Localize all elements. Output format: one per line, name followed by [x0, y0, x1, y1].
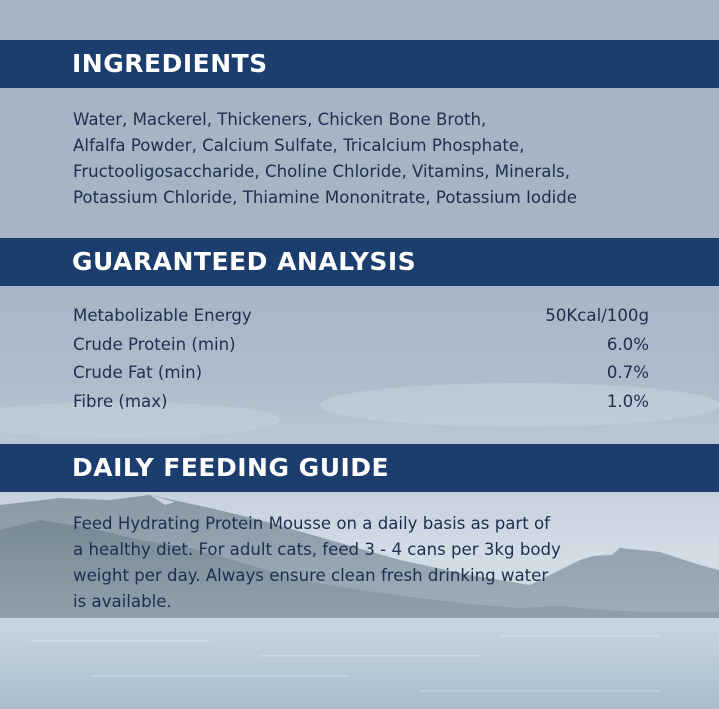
ingredients-line: Alfalfa Powder, Calcium Sulfate, Tricalcium Phosphate, — [73, 136, 525, 155]
ingredients-heading: INGREDIENTS — [72, 49, 268, 78]
feeding-line: weight per day. Always ensure clean fresh drinking water — [73, 566, 549, 585]
analysis-table — [73, 302, 649, 416]
analysis-value: 50Kcal/100g — [545, 306, 649, 325]
ingredients-line: Fructooligosaccharide, Choline Chloride, Vitamins, Minerals, — [73, 162, 570, 181]
feeding-text — [73, 511, 673, 615]
feeding-line: Feed Hydrating Protein Mousse on a daily basis as part of — [73, 514, 550, 533]
analysis-row — [73, 359, 649, 388]
analysis-label: Fibre (max) — [73, 391, 168, 411]
analysis-value: 6.0% — [606, 334, 649, 354]
feeding-line: a healthy diet. For adult cats, feed 3 - 4 cans per 3kg body — [73, 540, 561, 559]
analysis-row — [73, 388, 649, 417]
analysis-value: 0.7% — [606, 363, 649, 382]
feeding-header-band — [0, 444, 719, 492]
analysis-value: 1.0% — [606, 391, 649, 411]
analysis-label: Metabolizable Energy — [73, 306, 252, 325]
analysis-row — [73, 331, 649, 360]
feeding-heading: DAILY FEEDING GUIDE — [72, 453, 390, 482]
lake-water — [0, 618, 719, 709]
analysis-label: Crude Fat (min) — [73, 363, 203, 382]
analysis-label: Crude Protein (min) — [73, 334, 236, 354]
ingredients-line: Potassium Chloride, Thiamine Mononitrate, Potassium Iodide — [73, 188, 577, 207]
analysis-heading: GUARANTEED ANALYSIS — [72, 247, 417, 276]
ingredients-line: Water, Mackerel, Thickeners, Chicken Bone Broth, — [73, 110, 487, 129]
feeding-line: is available. — [73, 592, 172, 611]
analysis-header-band — [0, 238, 719, 286]
ingredients-header-band — [0, 40, 719, 88]
analysis-row — [73, 302, 649, 331]
ingredients-text — [73, 107, 673, 211]
